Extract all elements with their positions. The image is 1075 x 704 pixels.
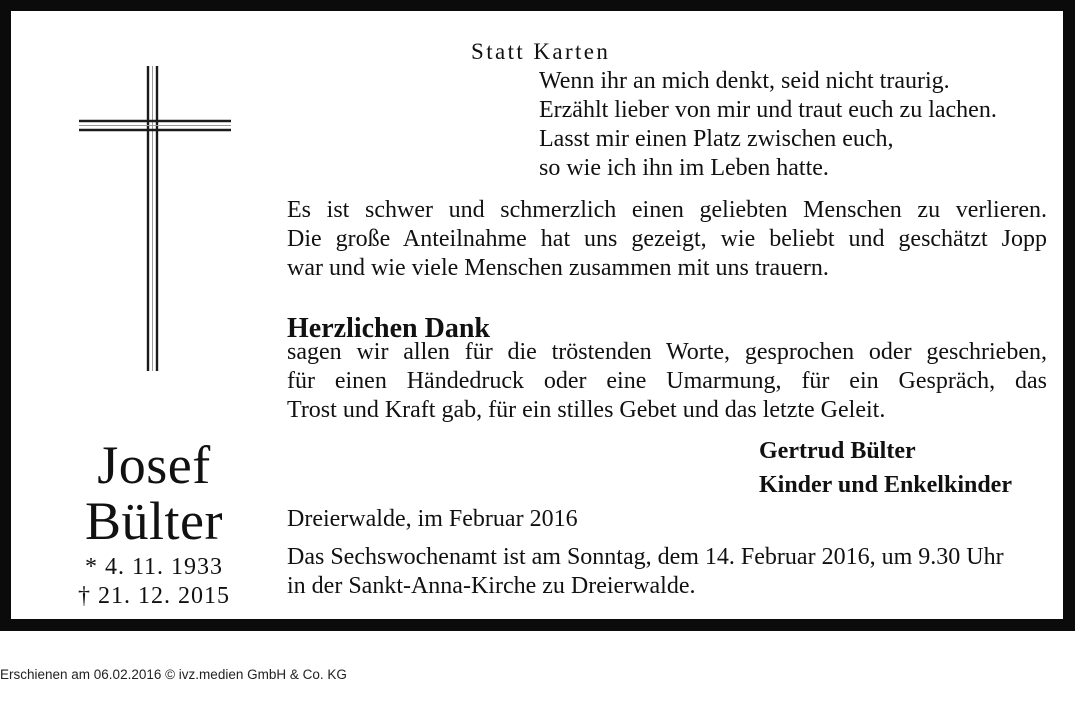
- deceased-first-name: Josef: [97, 435, 211, 495]
- thanks-line: sagen wir allen für die tröstenden Worte, gesprochen oder geschrieben,: [287, 339, 1047, 365]
- birth-date: * 4. 11. 1933: [84, 554, 224, 580]
- death-date: † 21. 12. 2015: [78, 583, 230, 609]
- message-line: Die große Anteilnahme hat uns gezeigt, wie beliebt und geschätzt Jopp: [287, 226, 1047, 252]
- deceased-last-name: Bülter: [85, 491, 223, 551]
- message-line: war und wie viele Menschen zusammen mit uns trauern.: [287, 255, 829, 281]
- place-date: Dreierwalde, im Februar 2016: [287, 506, 578, 532]
- poem-line: Wenn ihr an mich denkt, seid nicht traurig.: [539, 68, 950, 94]
- signatory: Kinder und Enkelkinder: [759, 472, 1012, 498]
- signatory: Gertrud Bülter: [759, 438, 916, 464]
- publication-footer: Erschienen am 06.02.2016 © ivz.medien GmbH & Co. KG: [0, 667, 347, 682]
- thanks-line: Trost und Kraft gab, für ein stilles Gebet und das letzte Geleit.: [287, 397, 886, 423]
- poem-line: Erzählt lieber von mir und traut euch zu lachen.: [539, 97, 997, 123]
- thanks-heading: Herzlichen Dank: [287, 313, 490, 344]
- service-line: in der Sankt-Anna-Kirche zu Dreierwalde.: [287, 573, 696, 599]
- thanks-line: für einen Händedruck oder eine Umarmung, für ein Gespräch, das: [287, 368, 1047, 394]
- poem-line: Lasst mir einen Platz zwischen euch,: [539, 126, 894, 152]
- service-line: Das Sechswochenamt ist am Sonntag, dem 14. Februar 2016, um 9.30 Uhr: [287, 544, 1004, 570]
- cross-icon: [79, 66, 231, 371]
- statt-karten-heading: Statt Karten: [471, 39, 611, 64]
- poem-line: so wie ich ihn im Leben hatte.: [539, 155, 829, 181]
- obituary-notice: [11, 11, 1063, 619]
- message-line: Es ist schwer und schmerzlich einen geliebten Menschen zu verlieren.: [287, 197, 1047, 223]
